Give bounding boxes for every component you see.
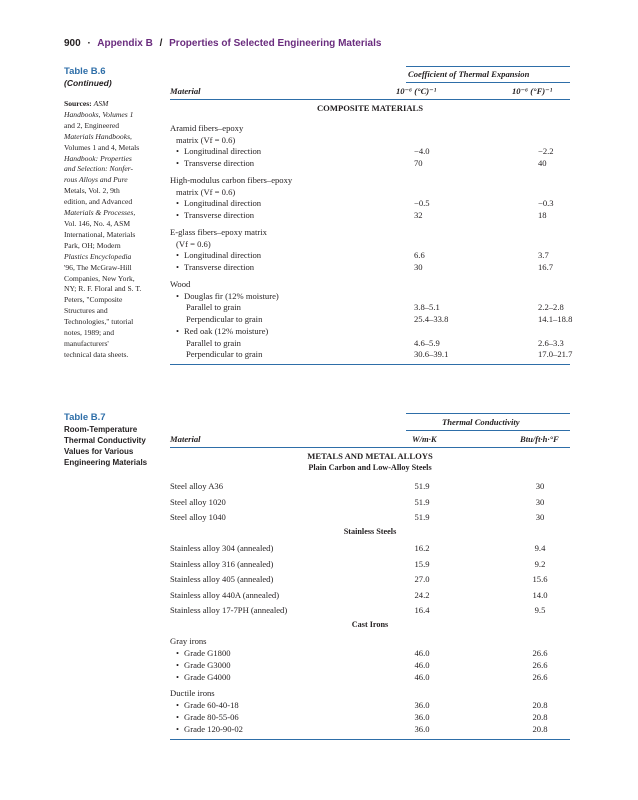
sources-line: ASM — [93, 99, 109, 108]
table-b6-subtitle: (Continued) — [64, 78, 112, 88]
table-b6-title: Table B.6 — [64, 66, 106, 77]
table-row: Parallel to grain 4.6–5.9 2.6–3.3 — [186, 338, 564, 348]
table-row: matrix (Vf = 0.6) — [176, 135, 236, 145]
rule-group — [406, 430, 570, 431]
table-row: High-modulus carbon fibers–epoxy — [170, 175, 293, 185]
table-row: • Longitudinal direction −4.0 −2.2 — [170, 145, 570, 157]
subsection-cast-irons: Cast Irons — [351, 620, 389, 629]
table-row: • Transverse direction 70 40 — [170, 157, 570, 169]
table-row: • Transverse direction 32 18 — [170, 209, 570, 221]
subsection-plain-carbon: Plain Carbon and Low-Alloy Steels — [308, 463, 432, 472]
table-b7-subtitle-line: Engineering Materials — [64, 458, 148, 467]
table-b6-sidebar — [64, 66, 160, 361]
sources-line: manufacturers' — [64, 338, 109, 348]
sources-line: edition, and Advanced — [64, 197, 133, 207]
table-row: • Grade G1800 46.0 26.6 — [170, 647, 570, 659]
table-b7-title: Table B.7 — [64, 412, 106, 423]
sources-line: and Selection: Nonfer- — [64, 164, 134, 174]
rule-bottom — [170, 739, 570, 740]
sources-line: Metals, Vol. 2, 9th — [64, 186, 120, 196]
table-row: Parallel to grain 3.8–5.1 2.2–2.8 — [186, 302, 564, 312]
sources-line: Companies, New York, — [64, 273, 135, 283]
sources-line: '96, The McGraw-Hill — [64, 262, 132, 272]
section-composite: COMPOSITE MATERIALS — [316, 103, 424, 113]
table-row: Stainless alloy 17-7PH (annealed) 16.4 9.5 — [170, 605, 546, 615]
table-row: Stainless alloy 316 (annealed) 15.9 9.2 — [170, 559, 546, 569]
appendix-title: Properties of Selected Engineering Materials — [169, 38, 382, 49]
sources-line: Volumes 1 and 4, Metals — [64, 142, 140, 152]
rule-group — [406, 82, 570, 83]
sources-line: Plastics Encyclopedia — [64, 251, 132, 261]
table-b7 — [170, 413, 570, 743]
col-group-header: Thermal Conductivity — [442, 417, 520, 427]
table-row: • Grade 80-55-06 36.0 20.8 — [170, 711, 570, 723]
sources-line: Structures and — [64, 306, 108, 316]
table-row: E-glass fibers–epoxy matrix — [170, 227, 267, 237]
table-b7-subtitle-line: Thermal Conductivity — [64, 436, 146, 445]
table-row: Stainless alloy 304 (annealed) 16.2 9.4 — [170, 543, 546, 553]
table-row: Perpendicular to grain 30.6–39.1 17.0–21.7 — [186, 349, 573, 359]
table-b6 — [170, 66, 573, 368]
table-row: • Longitudinal direction −0.5 −0.3 — [170, 197, 570, 209]
table-row: • Grade 120-90-02 36.0 20.8 — [170, 723, 570, 735]
table-row: Ductile irons — [170, 688, 215, 698]
table-row: • Transverse direction 30 16.7 — [170, 261, 570, 273]
table-row: (Vf = 0.6) — [176, 239, 211, 249]
page-number: 900 — [64, 38, 81, 49]
running-header — [64, 38, 381, 49]
table-row: matrix (Vf = 0.6) — [176, 187, 236, 197]
table-b7-sidebar — [64, 412, 164, 468]
sources-line: International, Materials — [64, 229, 136, 239]
sources-line: Peters, "Composite — [64, 295, 123, 305]
table-row: • Grade G4000 46.0 26.6 — [170, 671, 570, 683]
table-row: Perpendicular to grain 25.4–33.8 14.1–18.8 — [186, 314, 573, 324]
table-row: • Douglas fir (12% moisture) — [170, 290, 570, 302]
table-row: Steel alloy A36 51.9 30 — [170, 481, 545, 491]
col-material-header: Material — [170, 434, 201, 444]
header-dot: · — [87, 38, 91, 49]
appendix-label: Appendix B — [97, 38, 153, 49]
sources-line: Technologies," tutorial — [64, 317, 134, 327]
sources-line: notes, 1989; and — [64, 328, 114, 338]
table-row: • Grade 60-40-18 36.0 20.8 — [170, 699, 570, 711]
table-row: Wood — [170, 279, 191, 289]
sources-line: Vol. 146, No. 4, ASM — [64, 218, 131, 228]
table-b7-subtitle-line: Room-Temperature — [64, 425, 138, 434]
table-b7-subtitle-line: Values for Various — [64, 447, 134, 456]
rule-bottom — [170, 364, 570, 365]
sources-line: Materials & Processes, — [64, 208, 136, 218]
rule-header — [170, 447, 570, 448]
table-row: Stainless alloy 440A (annealed) 24.2 14.0 — [170, 590, 548, 600]
sources-line: technical data sheets. — [64, 349, 129, 359]
table-row: Gray irons — [170, 636, 207, 646]
rule-top-partial — [406, 66, 570, 67]
table-row: Aramid fibers–epoxy — [170, 123, 244, 133]
rule-top-partial — [406, 413, 570, 414]
col-group-header: Coefficient of Thermal Expansion — [408, 69, 530, 79]
sources-line: Handbooks, Volumes 1 — [64, 109, 134, 119]
table-row: Steel alloy 1040 51.9 30 — [170, 512, 545, 522]
table-row: Steel alloy 1020 51.9 30 — [170, 497, 545, 507]
subsection-stainless: Stainless Steels — [343, 527, 397, 536]
sources-line: NY; R. F. Floral and S. T. — [64, 284, 142, 294]
col-celsius-header: 10⁻⁶ (°C)⁻¹ — [396, 86, 437, 96]
table-row: • Red oak (12% moisture) — [170, 325, 570, 337]
col-si-header: W/m·K — [412, 434, 437, 444]
col-us-header: Btu/ft·h·°F — [520, 434, 559, 444]
sources-label: Sources: — [64, 99, 92, 108]
header-separator: / — [159, 38, 163, 49]
sources-line: Materials Handbooks, — [64, 131, 132, 141]
table-row: • Grade G3000 46.0 26.6 — [170, 659, 570, 671]
table-b6-sources — [64, 99, 160, 361]
sources-line: Park, OH; Modern — [64, 240, 121, 250]
sources-line: and 2, Engineered — [64, 120, 120, 130]
sources-line: rous Alloys and Pure — [64, 175, 128, 185]
col-material-header: Material — [170, 86, 201, 96]
section-metals: METALS AND METAL ALLOYS — [307, 451, 433, 461]
table-row: • Longitudinal direction 6.6 3.7 — [170, 249, 570, 261]
col-fahrenheit-header: 10⁻⁶ (°F)⁻¹ — [512, 86, 553, 96]
sources-line: Handbook: Properties — [64, 153, 132, 163]
rule-header — [170, 99, 570, 100]
table-row: Stainless alloy 405 (annealed) 27.0 15.6 — [170, 574, 548, 584]
